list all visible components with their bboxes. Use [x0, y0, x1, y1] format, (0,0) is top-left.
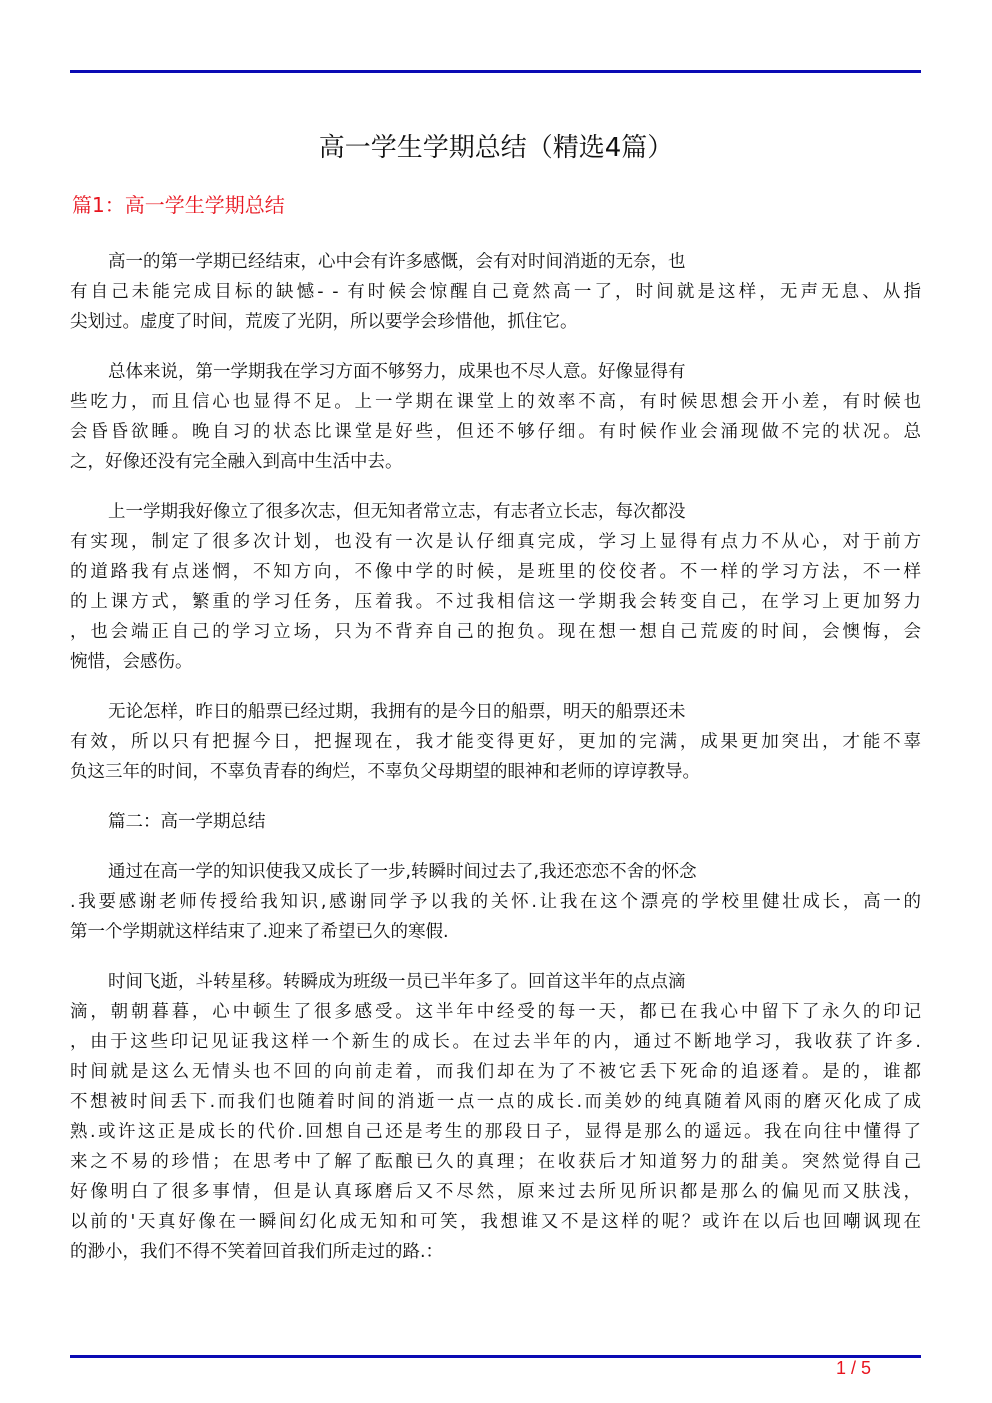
paragraph-line: 高一的第一学期已经结束，心中会有许多感慨，会有对时间消逝的无奈，也: [108, 252, 686, 272]
paragraph-line: 些吃力，而且信心也显得不足。上一学期在课堂上的效率不高，有时候思想会开小差，有时候也: [70, 392, 921, 412]
paragraph: [70, 697, 921, 787]
paragraph-line: 的渺小，我们不得不笑着回首我们所走过的路.：: [70, 1242, 444, 1262]
paragraph-line: 时间飞逝，斗转星移。转瞬成为班级一员已半年多了。回首这半年的点点滴: [108, 972, 686, 992]
paragraph-line: 有实现，制定了很多次计划，也没有一次是认仔细真完成，学习上显得有点力不从心，对于前方: [70, 532, 921, 552]
paragraph: [70, 357, 921, 477]
paragraph: [70, 497, 921, 677]
paragraph-line: 时间就是这么无情头也不回的向前走着，而我们却在为了不被它丢下死命的追逐着。是的，谁都: [70, 1062, 921, 1082]
paragraph-line: 会昏昏欲睡。晚自习的状态比课堂是好些，但还不够仔细。有时候作业会涌现做不完的状况。总: [70, 422, 921, 442]
paragraph-line: 负这三年的时间，不辜负青春的绚烂，不辜负父母期望的眼神和老师的谆谆教导。: [70, 762, 700, 782]
document-body: [70, 247, 921, 1287]
paragraph-line: 第一个学期就这样结束了.迎来了希望已久的寒假.: [70, 922, 449, 942]
footer-rule: [70, 1355, 921, 1358]
paragraph-line: 通过在高一学的知识使我又成长了一步,转瞬时间过去了,我还恋恋不舍的怀念: [108, 862, 697, 882]
paragraph-line: 不想被时间丢下.而我们也随着时间的消逝一点一点的成长.而美妙的纯真随着风雨的磨灭化成了成: [70, 1092, 921, 1112]
paragraph-line: 总体来说，第一学期我在学习方面不够努力，成果也不尽人意。好像显得有: [108, 362, 686, 382]
paragraph: [70, 857, 921, 947]
paragraph-line: 之，好像还没有完全融入到高中生活中去。: [70, 452, 403, 472]
paragraph-line: 的道路我有点迷惘，不知方向，不像中学的时候，是班里的佼佼者。不一样的学习方法，不一样: [70, 562, 921, 582]
page-number: 1 / 5: [836, 1358, 872, 1378]
paragraph-line: 有效，所以只有把握今日，把握现在，我才能变得更好，更加的完满，成果更加突出，才能不辜: [70, 732, 921, 752]
paragraph-line: 以前的'天真好像在一瞬间幻化成无知和可笑，我想谁又不是这样的呢？或许在以后也回嘲讽现在: [70, 1212, 921, 1232]
paragraph-line: 有自己未能完成目标的缺憾- - 有时候会惊醒自己竟然高一了，时间就是这样，无声无息、从指: [70, 282, 921, 302]
section-heading: 篇1：高一学生学期总结: [72, 193, 285, 217]
paragraph-line: ，也会端正自己的学习立场，只为不背弃自己的抱负。现在想一想自己荒废的时间，会懊悔，会: [70, 622, 921, 642]
paragraph-line: ，由于这些印记见证我这样一个新生的成长。在过去半年的内，通过不断地学习，我收获了许多.: [70, 1032, 921, 1052]
paragraph-line: .我要感谢老师传授给我知识,感谢同学予以我的关怀.让我在这个漂亮的学校里健壮成长，高一的: [70, 892, 921, 912]
paragraph-line: 熟.或许这正是成长的代价.回想自己还是考生的那段日子，显得是那么的遥远。我在向往中懂得了: [70, 1122, 921, 1142]
paragraph: [70, 247, 921, 337]
paragraph-line: 惋惜，会感伤。: [70, 652, 193, 672]
paragraph-line: 好像明白了很多事情，但是认真琢磨后又不尽然，原来过去所见所识都是那么的偏见而又肤浅，: [70, 1182, 921, 1202]
paragraph-line: 来之不易的珍惜；在思考中了解了酝酿已久的真理；在收获后才知道努力的甜美。突然觉得自己: [70, 1152, 921, 1172]
paragraph: [70, 967, 921, 1267]
paragraph-line: 尖划过。虚度了时间，荒废了光阴，所以要学会珍惜他，抓住它。: [70, 312, 578, 332]
paragraph-line: 滴，朝朝暮暮，心中顿生了很多感受。这半年中经受的每一天，都已在我心中留下了永久的印记: [70, 1002, 921, 1022]
paragraph-line: 的上课方式，繁重的学习任务，压着我。不过我相信这一学期我会转变自己，在学习上更加努力: [70, 592, 921, 612]
paragraph-line: 上一学期我好像立了很多次志，但无知者常立志，有志者立长志，每次都没: [108, 502, 686, 522]
header-rule: [70, 70, 921, 73]
paragraph: [70, 807, 921, 837]
paragraph-line: 无论怎样，昨日的船票已经过期，我拥有的是今日的船票，明天的船票还未: [108, 702, 686, 722]
document-title: 高一学生学期总结（精选4篇）: [318, 133, 674, 163]
paragraph-line: 篇二：高一学期总结: [108, 812, 266, 832]
